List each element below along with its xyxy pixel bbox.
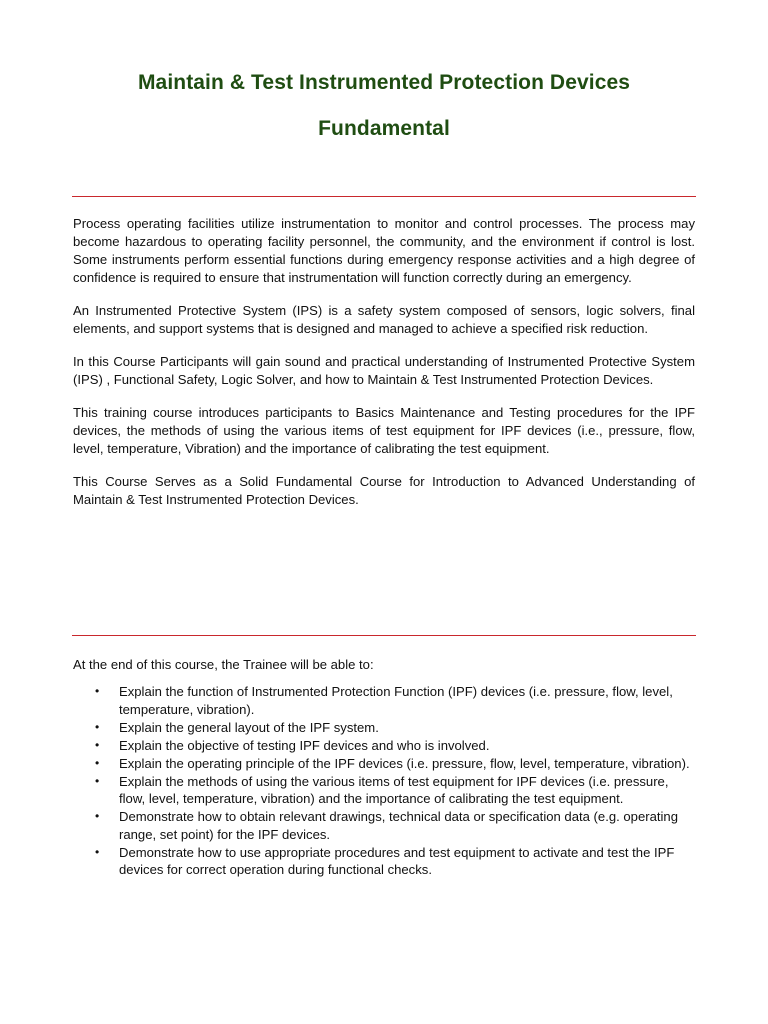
outcomes-intro: At the end of this course, the Trainee will be able to: — [73, 657, 374, 672]
document-subtitle: Fundamental — [318, 117, 450, 140]
bullet-icon: • — [95, 684, 100, 698]
list-item — [73, 808, 695, 843]
overview-paragraph: This Course Serves as a Solid Fundamental Course for Introduction to Advanced Understanding of Maintain & Test Instrumented Protection Devices. — [73, 474, 695, 507]
overview-paragraph: An Instrumented Protective System (IPS) is a safety system composed of sensors, logic solvers, final elements, and support systems that is designed and managed to achieve a specified risk reduction. — [73, 303, 695, 336]
list-item — [73, 755, 695, 773]
overview-paragraph: Process operating facilities utilize instrumentation to monitor and control processes. The process may become hazardous to operating facility personnel, the community, and the environment if control is lost. Some instruments perform essential functions during emergency response activities and a high degree of confidence is required to ensure that instrumentation will function correctly during an emergency. — [73, 216, 695, 285]
bullet-icon: • — [95, 755, 100, 770]
bullet-icon: • — [95, 844, 100, 859]
learning-outcomes — [73, 656, 695, 879]
bullet-icon: • — [95, 719, 100, 734]
list-item-text: Demonstrate how to obtain relevant drawings, technical data or specification data (e.g. operating range, set point) for the IPF devices. — [119, 809, 678, 842]
overview-paragraph: This training course introduces participants to Basics Maintenance and Testing procedures for the IPF devices, the methods of using the various items of test equipment for IPF devices (i.e., pressure, flow, level, temperature, Vibration) and the importance of calibrating the test equipment. — [73, 405, 695, 456]
list-item-text: Explain the function of Instrumented Protection Function (IPF) devices (i.e. pressure, flow, level, temperature, vibration). — [119, 684, 673, 717]
list-item — [73, 844, 695, 879]
list-item-text: Demonstrate how to use appropriate procedures and test equipment to activate and test the IPF devices for correct operation during functional checks. — [119, 844, 675, 877]
list-item-text: Explain the objective of testing IPF devices and who is involved. — [119, 737, 490, 753]
outcome-list — [73, 683, 695, 879]
document-title: Maintain & Test Instrumented Protection Devices — [137, 71, 631, 94]
overview-paragraph: In this Course Participants will gain sound and practical understanding of Instrumented Protective System (IPS) , Functional Safety, Logic Solver, and how to Maintain & Test Instrumented Protection Devices. — [73, 354, 695, 387]
section-divider-top — [72, 196, 696, 197]
list-item — [73, 683, 695, 718]
section-divider-bottom — [72, 635, 696, 636]
bullet-icon: • — [95, 737, 100, 752]
list-item-text: Explain the general layout of the IPF system. — [119, 719, 379, 735]
list-item-text: Explain the methods of using the various items of test equipment for IPF devices (i.e. pressure, flow, level, temperature, vibration) and the importance of calibrating the test equipment. — [119, 773, 669, 806]
bullet-icon: • — [95, 773, 100, 788]
list-item — [73, 719, 695, 737]
list-item-text: Explain the operating principle of the IPF devices (i.e. pressure, flow, level, temperature, vibration). — [119, 755, 690, 771]
course-overview — [73, 215, 695, 524]
list-item — [73, 773, 695, 808]
list-item — [73, 737, 695, 755]
bullet-icon: • — [95, 809, 100, 823]
